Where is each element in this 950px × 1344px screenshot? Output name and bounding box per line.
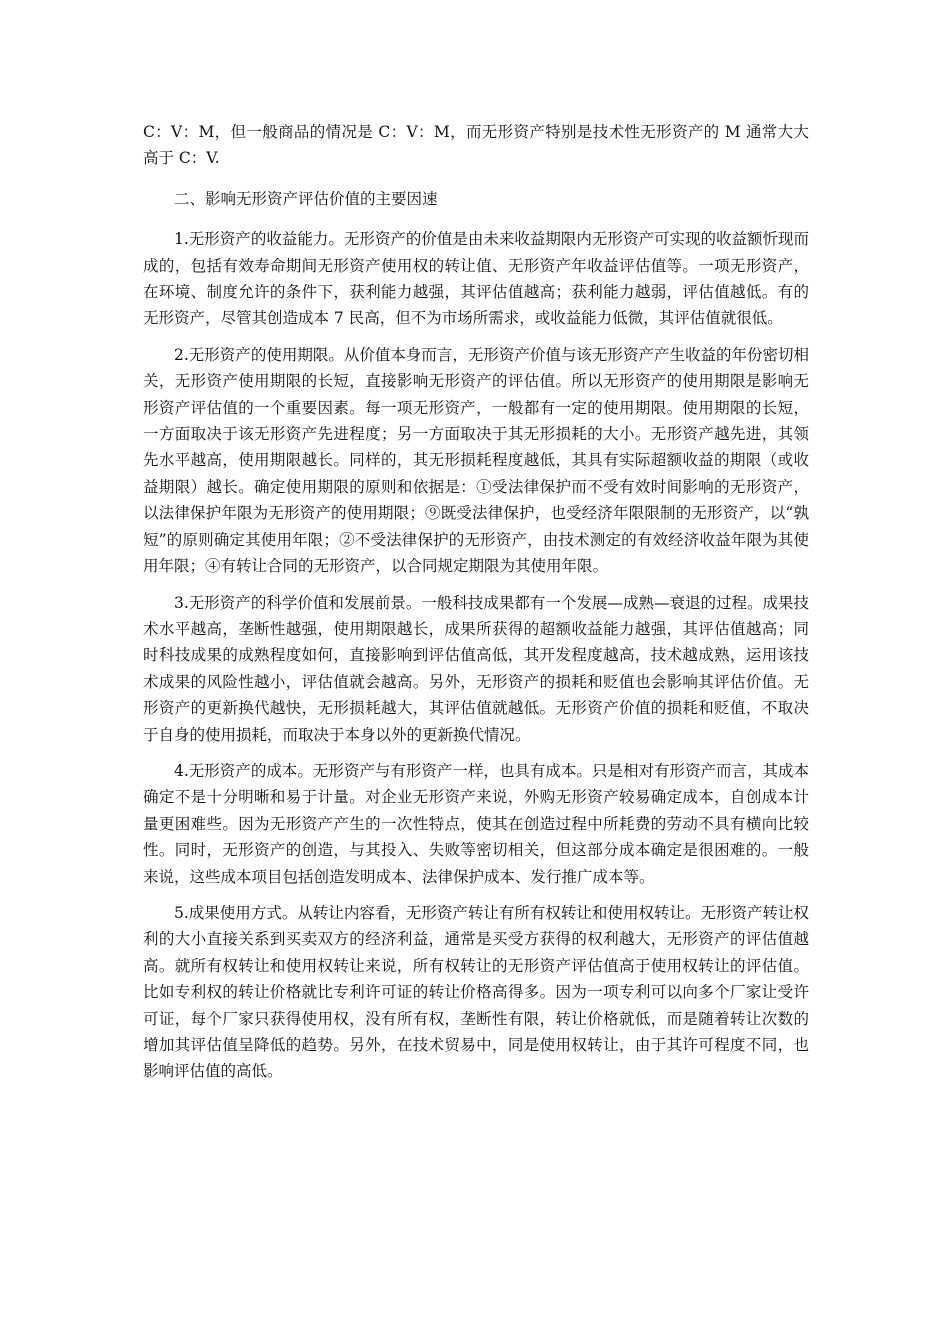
paragraph-continuation: C：V：M，但一般商品的情况是 C：V：M，而无形资产特别是技术性无形资产的 M 通常大大高于 C：V. <box>143 123 809 168</box>
section-heading: 二、影响无形资产评估价值的主要因速 <box>174 189 438 208</box>
paragraph-cost: 4.无形资产的成本。无形资产与有形资产一样，也具有成本。只是相对有形资产而言，其成本确定不是十分明晰和易于计量。对企业无形资产来说，外购无形资产较易确定成本，自创成本计量更困难些。因为无形资产产生的一次性特点，使其在创造过程中所耗费的劳动不具有横向比较性。同时，无形资产的创造，与其投入、失败等密切相关，但这部分成本确定是很困难的。一般来说，这些成本项目包括创造发明成本、法律保护成本、发行推广成本等。 <box>143 761 809 886</box>
paragraph-income-capacity: 1.无形资产的收益能力。无形资产的价值是由未来收益期限内无形资产可实现的收益额忻现而成的，包括有效寿命期间无形资产使用权的转让值、无形资产年收益评估值等。一项无形资产，在环境、制度允许的条件下，获利能力越强，其评估值越高；获利能力越弱，评估值越低。有的无形资产，尽管其创造成本 7 民高，但不为市场所需求，或收益能力低微，其评估值就很低。 <box>143 230 809 328</box>
document-body <box>143 119 809 1085</box>
paragraph-scientific-value: 3.无形资产的科学价值和发展前景。一般科技成果都有一个发展—成熟—衰退的过程。成果技术水平越高，垄断性越强，使用期限越长，成果所获得的超额收益能力越强，其评估值越高；同时科技成果的成熟程度如何，直接影响到评估值高低，其开发程度越高，技术越成熟，运用该技术成果的风险性越小，评估值就会越高。另外，无形资产的损耗和贬值也会影响其评估价值。无形资产的更新换代越快，无形损耗越大，其评估值就越低。无形资产价值的损耗和贬值，不取决于自身的使用损耗，而取决于本身以外的更新换代情况。 <box>143 593 809 744</box>
paragraph-usage-method: 5.成果使用方式。从转让内容看，无形资产转让有所有权转让和使用权转让。无形资产转让权利的大小直接关系到买卖双方的经济利益，通常是买受方获得的权利越大，无形资产的评估值越高。就所有权转让和使用权转让来说，所有权转让的无形资产评估值高于使用权转让的评估值。比如专利权的转让价格就比专利许可证的转让价格高得多。因为一项专利可以向多个厂家让受许可证，每个厂家只获得使用权，没有所有权，垄断性有限，转让价格就低，而是随着转让次数的增加其评估值呈降低的趋势。另外，在技术贸易中，同是使用权转让，由于其许可程度不同，也影响评估值的高低。 <box>143 903 809 1081</box>
paragraph-usage-period: 2.无形资产的使用期限。从价值本身而言，无形资产价值与该无形资产产生收益的年份密切相关，无形资产使用期限的长短，直接影响无形资产的评估值。所以无形资产的使用期限是影响无形资产评估值的一个重要因素。每一项无形资产，一般都有一定的使用期限。使用期限的长短，一方面取决于该无形资产先进程度；另一方面取决于其无形损耗的大小。无形资产越先进，其领先水平越高，使用期限越长。同样的，其无形损耗程度越低，其具有实际超额收益的期限（或收益期限）越长。确定使用期限的原则和依据是：①受法律保护而不受有效时间影响的无形资产，以法律保护年限为无形资产的使用期限；⑨既受法律保护，也受经济年限限制的无形资产，以“孰短”的原则确定其使用年限；②不受法律保护的无形资产，由技术测定的有效经济收益年限为其使用年限；④有转让合同的无形资产，以合同规定期限为其使用年限。 <box>143 345 809 576</box>
